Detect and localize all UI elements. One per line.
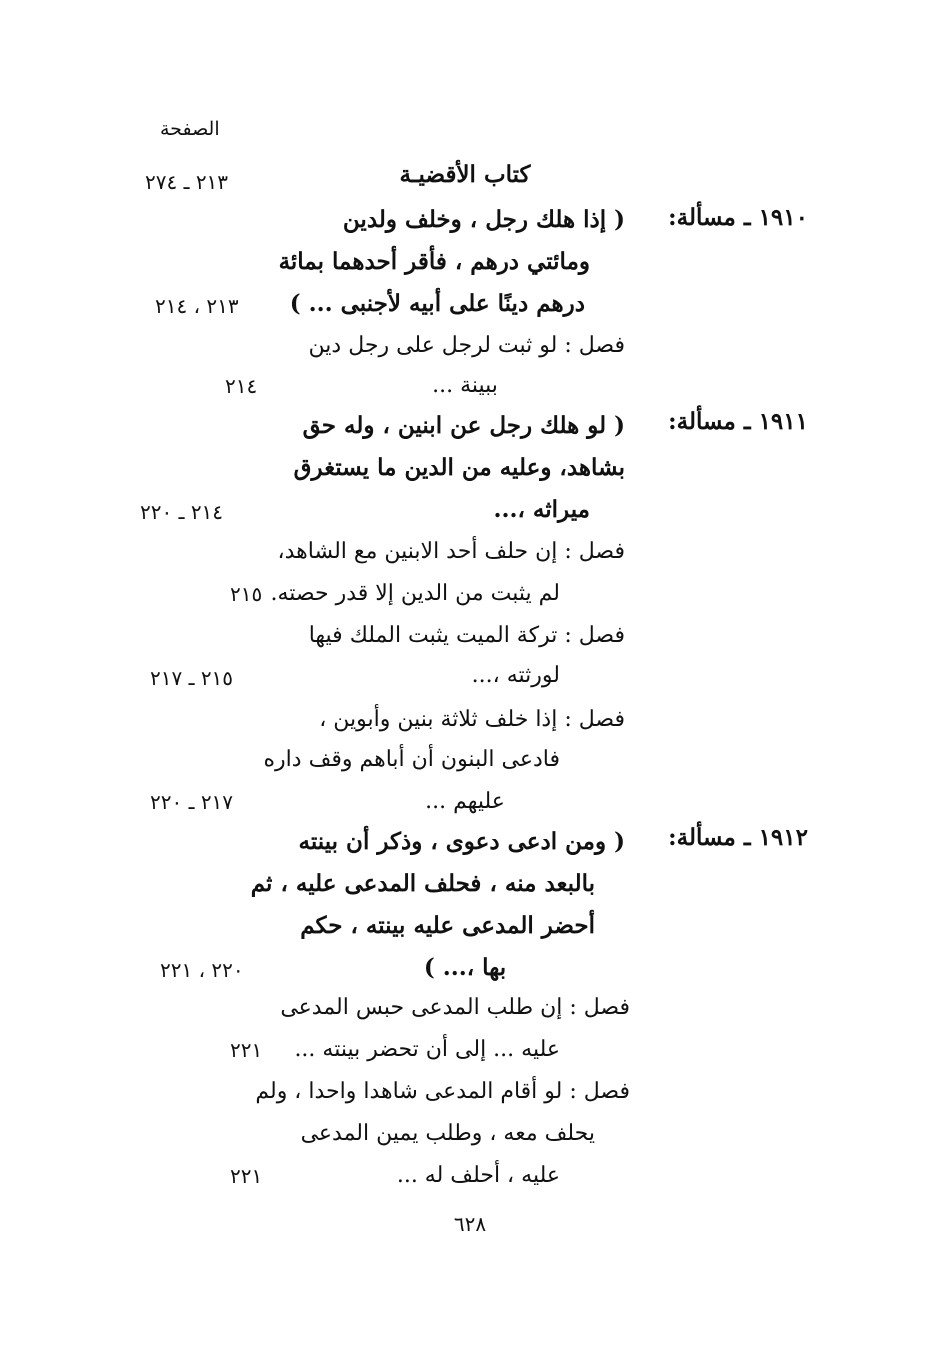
issue-text-line: بها ،... )	[423, 954, 507, 981]
section-line: فصل : إذا خلف ثلاثة بنين وأبوين ،	[319, 707, 625, 732]
issue-label: ١٩١٢ ـ مسألة:	[668, 824, 808, 851]
page-column-header: الصفحة	[160, 118, 220, 140]
issue-label: ١٩١٠ ـ مسألة:	[668, 204, 808, 231]
issue-pages: ٢١٤ ـ ٢٢٠	[140, 500, 224, 524]
issue-text-line: ميراثه ،...	[493, 496, 590, 523]
section-line: عليه ... إلى أن تحضر بينته ...	[294, 1037, 560, 1062]
section-line: لورثته ،...	[471, 663, 560, 688]
section-pages: ٢١٧ ـ ٢٢٠	[150, 790, 234, 814]
section-line: فادعى البنون أن أباهم وقف داره	[263, 747, 560, 772]
issue-text-line: درهم دينًا على أبيه لأجنبى ... )	[289, 290, 585, 317]
section-line: فصل : لو أقام المدعى شاهدا واحدا ، ولم	[255, 1079, 630, 1104]
section-line: لم يثبت من الدين إلا قدر حصته.	[270, 581, 560, 606]
issue-text-line: ( ومن ادعى دعوى ، وذكر أن بينته	[298, 828, 625, 855]
issue-text-line: ومائتي درهم ، فأقر أحدهما بمائة	[278, 248, 590, 275]
section-line: فصل : إن حلف أحد الابنين مع الشاهد،	[277, 539, 625, 564]
book-pages: ٢١٣ ـ ٢٧٤	[145, 170, 229, 194]
section-line: يحلف معه ، وطلب يمين المدعى	[300, 1121, 595, 1146]
section-line: فصل : لو ثبت لرجل على رجل دين	[308, 333, 625, 358]
section-line: عليهم ...	[425, 789, 505, 814]
issue-pages: ٢١٣ ، ٢١٤	[155, 294, 239, 318]
section-pages: ٢١٥ ـ ٢١٧	[150, 666, 234, 690]
section-line: ببينة ...	[432, 373, 498, 398]
section-pages: ٢٢١	[230, 1038, 263, 1062]
section-pages: ٢١٥	[230, 582, 263, 606]
section-pages: ٢١٤	[225, 374, 258, 398]
book-title: كتاب الأقضيـة	[399, 161, 531, 188]
issue-label: ١٩١١ ـ مسألة:	[668, 408, 808, 435]
section-line: فصل : تركة الميت يثبت الملك فيها	[308, 623, 625, 648]
issue-pages: ٢٢٠ ، ٢٢١	[160, 958, 244, 982]
section-line: فصل : إن طلب المدعى حبس المدعى	[280, 995, 630, 1020]
issue-text-line: بشاهد، وعليه من الدين ما يستغرق	[293, 454, 625, 481]
issue-text-line: بالبعد منه ، فحلف المدعى عليه ، ثم	[250, 870, 595, 897]
page-number: ٦٢٨	[453, 1212, 487, 1236]
issue-text-line: أحضر المدعى عليه بينته ، حكم	[300, 912, 595, 939]
issue-text-line: ( لو هلك رجل عن ابنين ، وله حق	[302, 412, 625, 439]
issue-text-line: ( إذا هلك رجل ، وخلف ولدين	[342, 206, 625, 233]
section-line: عليه ، أحلف له ...	[396, 1163, 560, 1188]
section-pages: ٢٢١	[230, 1164, 263, 1188]
